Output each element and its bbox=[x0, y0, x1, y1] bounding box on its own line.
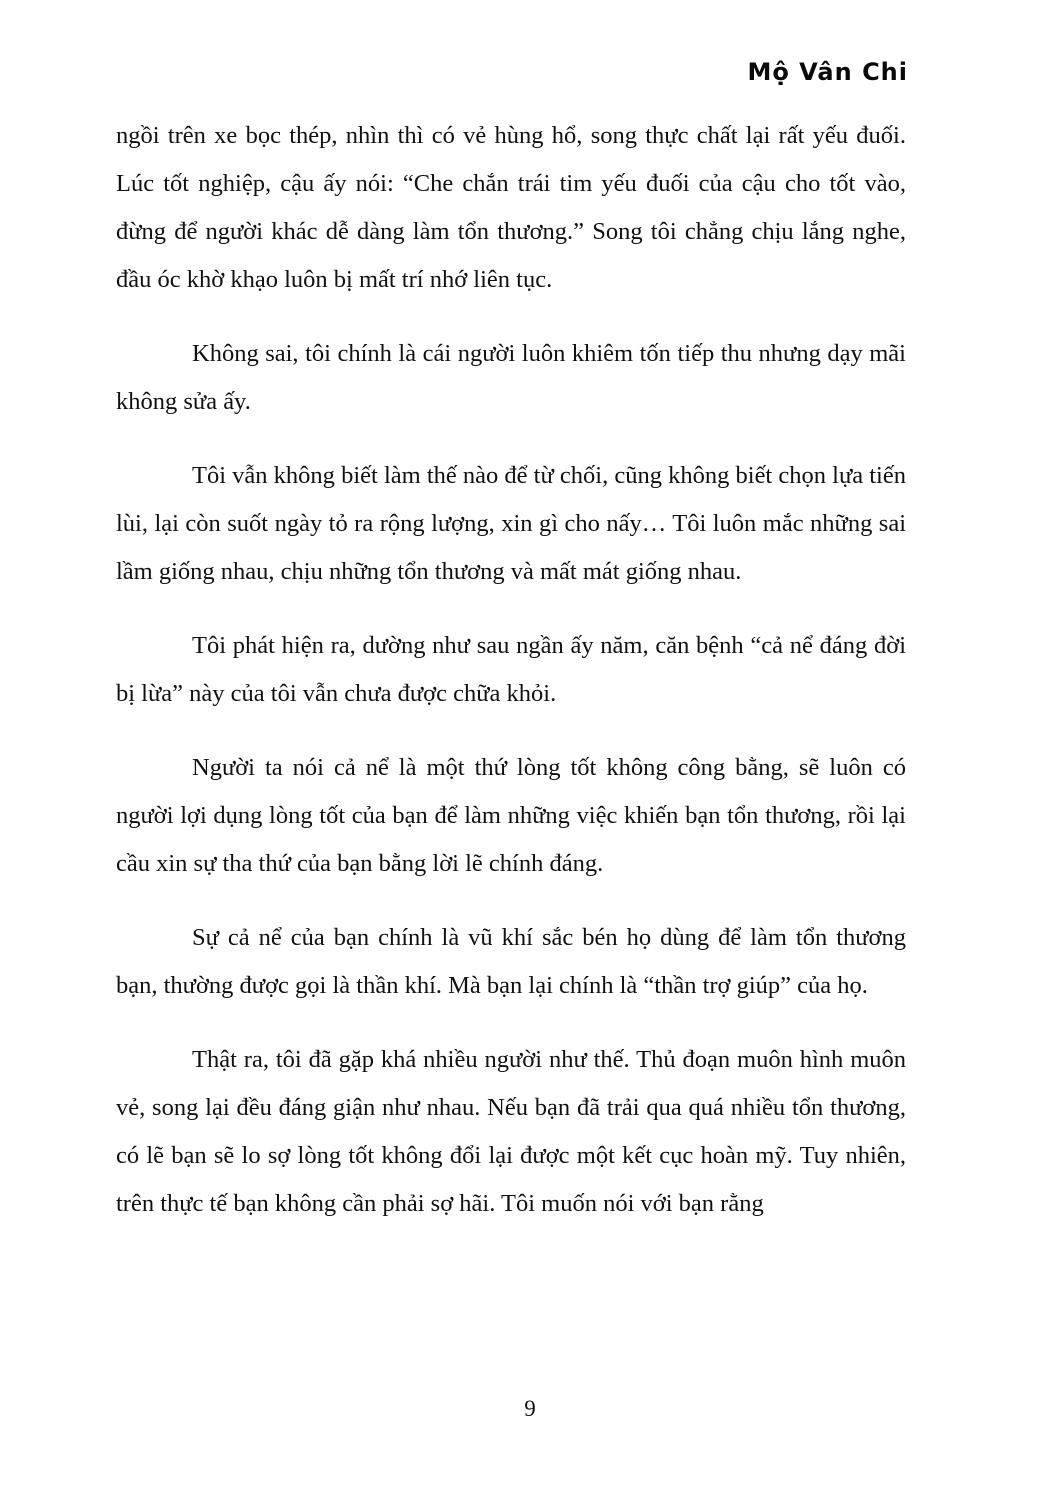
body-paragraph: Sự cả nể của bạn chính là vũ khí sắc bén họ dùng để làm tổn thương bạn, thường được gọi là thần khí. Mà bạn lại chính là “thần trợ giúp” của họ. bbox=[116, 924, 906, 999]
page-body-text bbox=[116, 112, 906, 1254]
body-paragraph: Tôi phát hiện ra, dường như sau ngần ấy năm, căn bệnh “cả nể đáng đời bị lừa” này của tôi vẫn chưa được chữa khỏi. bbox=[116, 632, 906, 707]
running-head-author: Mộ Vân Chi bbox=[747, 58, 908, 86]
body-paragraph: ngồi trên xe bọc thép, nhìn thì có vẻ hùng hổ, song thực chất lại rất yếu đuối. Lúc tốt nghiệp, cậu ấy nói: “Che chắn trái tim yếu đuối của cậu cho tốt vào, đừng để người khác dễ dàng làm tổn thương.” Song tôi chẳng chịu lắng nghe, đầu óc khờ khạo luôn bị mất trí nhớ liên tục. bbox=[116, 122, 906, 293]
body-paragraph: Thật ra, tôi đã gặp khá nhiều người như thế. Thủ đoạn muôn hình muôn vẻ, song lại đều đáng giận như nhau. Nếu bạn đã trải qua quá nhiều tổn thương, có lẽ bạn sẽ lo sợ lòng tốt không đổi lại được một kết cục hoàn mỹ. Tuy nhiên, trên thực tế bạn không cần phải sợ hãi. Tôi muốn nói với bạn rằng bbox=[116, 1046, 906, 1217]
body-paragraph: Tôi vẫn không biết làm thế nào để từ chối, cũng không biết chọn lựa tiến lùi, lại còn suốt ngày tỏ ra rộng lượng, xin gì cho nấy… Tôi luôn mắc những sai lầm giống nhau, chịu những tổn thương và mất mát giống nhau. bbox=[116, 462, 906, 585]
body-paragraph: Không sai, tôi chính là cái người luôn khiêm tốn tiếp thu nhưng dạy mãi không sửa ấy. bbox=[116, 340, 906, 415]
page-number: 9 bbox=[524, 1396, 536, 1421]
body-paragraph: Người ta nói cả nể là một thứ lòng tốt không công bằng, sẽ luôn có người lợi dụng lòng tốt của bạn để làm những việc khiến bạn tổn thương, rồi lại cầu xin sự tha thứ của bạn bằng lời lẽ chính đáng. bbox=[116, 754, 906, 877]
